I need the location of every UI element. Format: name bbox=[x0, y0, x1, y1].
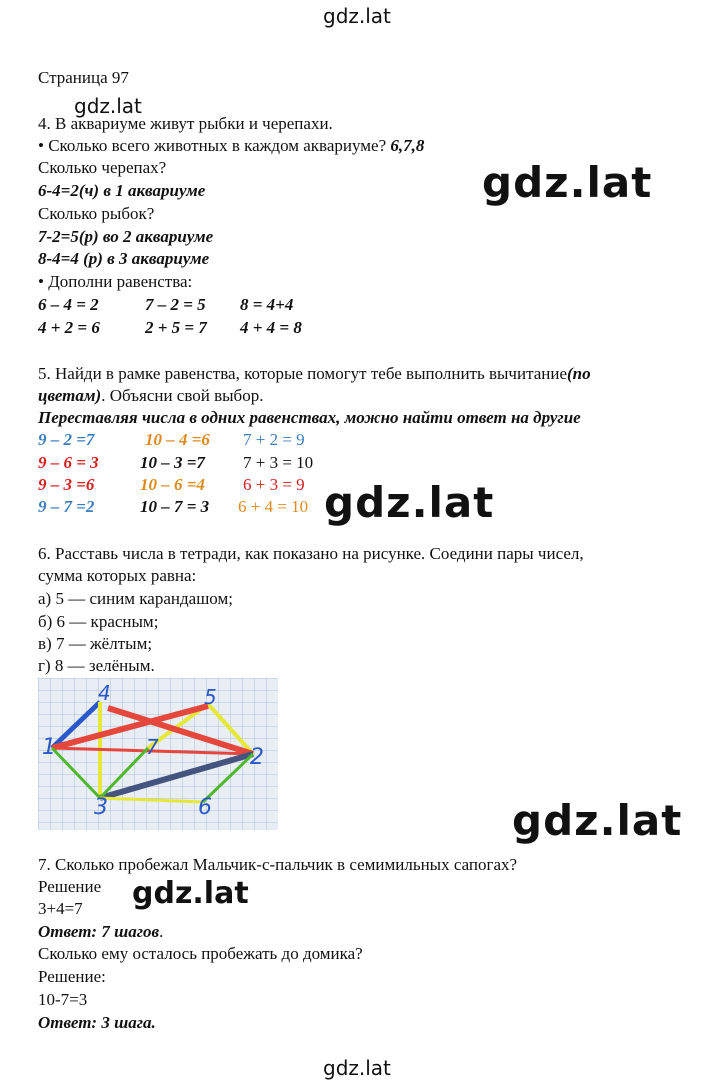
task4-q1 bbox=[38, 136, 424, 156]
task4-eq: 4 + 4 = 8 bbox=[240, 318, 302, 337]
task4-q2: Сколько черепах? bbox=[38, 158, 167, 177]
task4-q3: Сколько рыбок? bbox=[38, 204, 155, 223]
task5-eq-blue: 9 – 2 =7 bbox=[38, 430, 95, 449]
task4-eq: 6 – 4 = 2 bbox=[38, 295, 99, 314]
photo-number: 7 bbox=[146, 735, 159, 759]
photo-number: 2 bbox=[250, 745, 264, 770]
task5-eq-black: 7 + 3 = 10 bbox=[243, 453, 314, 472]
watermark-medium: gdz.lat bbox=[128, 876, 253, 911]
task5-title-line2 bbox=[38, 386, 263, 406]
task6-item: б) 6 — красным; bbox=[38, 612, 159, 631]
task7-solution: 3+4=7 bbox=[38, 899, 83, 918]
task4-eq: 7 – 2 = 5 bbox=[145, 295, 206, 314]
task4-eq: 8 = 4+4 bbox=[240, 295, 294, 314]
task5-title2-rest: . Объясни свой выбор. bbox=[101, 386, 264, 405]
watermark-header: gdz.lat bbox=[323, 4, 391, 28]
task4-q1-text: • Сколько всего животных в каждом аквариуме? bbox=[38, 136, 387, 155]
task7-q2: Сколько ему осталось пробежать до домика? bbox=[38, 944, 363, 963]
task7-solution-label: Решение bbox=[38, 877, 102, 896]
photo-number: 5 bbox=[204, 685, 217, 709]
task5-eq-blue: 7 + 2 = 9 bbox=[243, 430, 305, 449]
task7-solution: 10-7=3 bbox=[38, 990, 88, 1009]
watermark-small: gdz.lat bbox=[74, 94, 142, 118]
photo-number: 1 bbox=[42, 735, 56, 760]
task4-q4: • Дополни равенства: bbox=[38, 272, 193, 291]
task7-answer bbox=[38, 922, 163, 942]
notebook-drawing bbox=[38, 678, 278, 830]
task5-eq-orange: 6 + 4 = 10 bbox=[238, 497, 309, 516]
task4-a4: 8-4=4 (р) в 3 аквариуме bbox=[38, 249, 210, 268]
task4-eq: 2 + 5 = 7 bbox=[145, 318, 207, 337]
task7-answer-text: Ответ: 7 шагов bbox=[38, 922, 160, 941]
task5-eq-orange: 10 – 6 =4 bbox=[140, 475, 205, 494]
task5-title-bold: (по bbox=[567, 364, 591, 383]
task4-title: 4. В аквариуме живут рыбки и черепахи. bbox=[38, 114, 333, 133]
photo-number: 6 bbox=[198, 795, 212, 820]
task5-eq-red: 9 – 6 = 3 bbox=[38, 453, 99, 472]
task7-answer: Ответ: 3 шага. bbox=[38, 1013, 156, 1032]
task4-a2: 6-4=2(ч) в 1 аквариуме bbox=[38, 181, 206, 200]
task5-eq-orange: 10 – 4 =6 bbox=[145, 430, 210, 449]
task6-title: 6. Расставь числа в тетради, как показано на рисунке. Соедини пары чисел, bbox=[38, 544, 584, 563]
watermark-large: gdz.lat bbox=[512, 796, 683, 845]
task7-title: 7. Сколько пробежал Мальчик-с-пальчик в семимильных сапогах? bbox=[38, 855, 518, 874]
task7-answer-dot: . bbox=[159, 922, 164, 941]
photo-number: 4 bbox=[98, 681, 111, 705]
task7-solution-label: Решение: bbox=[38, 967, 106, 986]
watermark-large: gdz.lat bbox=[324, 478, 495, 527]
watermark-large: gdz.lat bbox=[482, 158, 653, 207]
task5-title bbox=[38, 364, 591, 384]
task5-eq-black: 10 – 7 = 3 bbox=[140, 497, 210, 516]
task6-item: г) 8 — зелёным. bbox=[38, 656, 155, 675]
task6-item: в) 7 — жёлтым; bbox=[38, 634, 153, 653]
task4-a3: 7-2=5(р) во 2 аквариуме bbox=[38, 227, 214, 246]
task4-eq: 4 + 2 = 6 bbox=[38, 318, 100, 337]
photo-number: 3 bbox=[94, 795, 108, 820]
task5-title2-bold: цветам) bbox=[38, 386, 102, 405]
task5-eq-black: 10 – 3 =7 bbox=[140, 453, 205, 472]
page-label: Страница 97 bbox=[38, 68, 129, 87]
task6-item: а) 5 — синим карандашом; bbox=[38, 589, 233, 608]
task4-q1-answer: 6,7,8 bbox=[390, 136, 425, 155]
task5-explanation: Переставляя числа в одних равенствах, можно найти ответ на другие bbox=[38, 408, 581, 427]
task5-eq-blue: 9 – 7 =2 bbox=[38, 497, 95, 516]
task6-title-line2: сумма которых равна: bbox=[38, 566, 197, 585]
watermark-footer: gdz.lat bbox=[323, 1056, 391, 1080]
task5-eq-red: 6 + 3 = 9 bbox=[243, 475, 305, 494]
task5-title-text: 5. Найди в рамке равенства, которые помогут тебе выполнить вычитание bbox=[38, 364, 567, 383]
task5-eq-red: 9 – 3 =6 bbox=[38, 475, 95, 494]
